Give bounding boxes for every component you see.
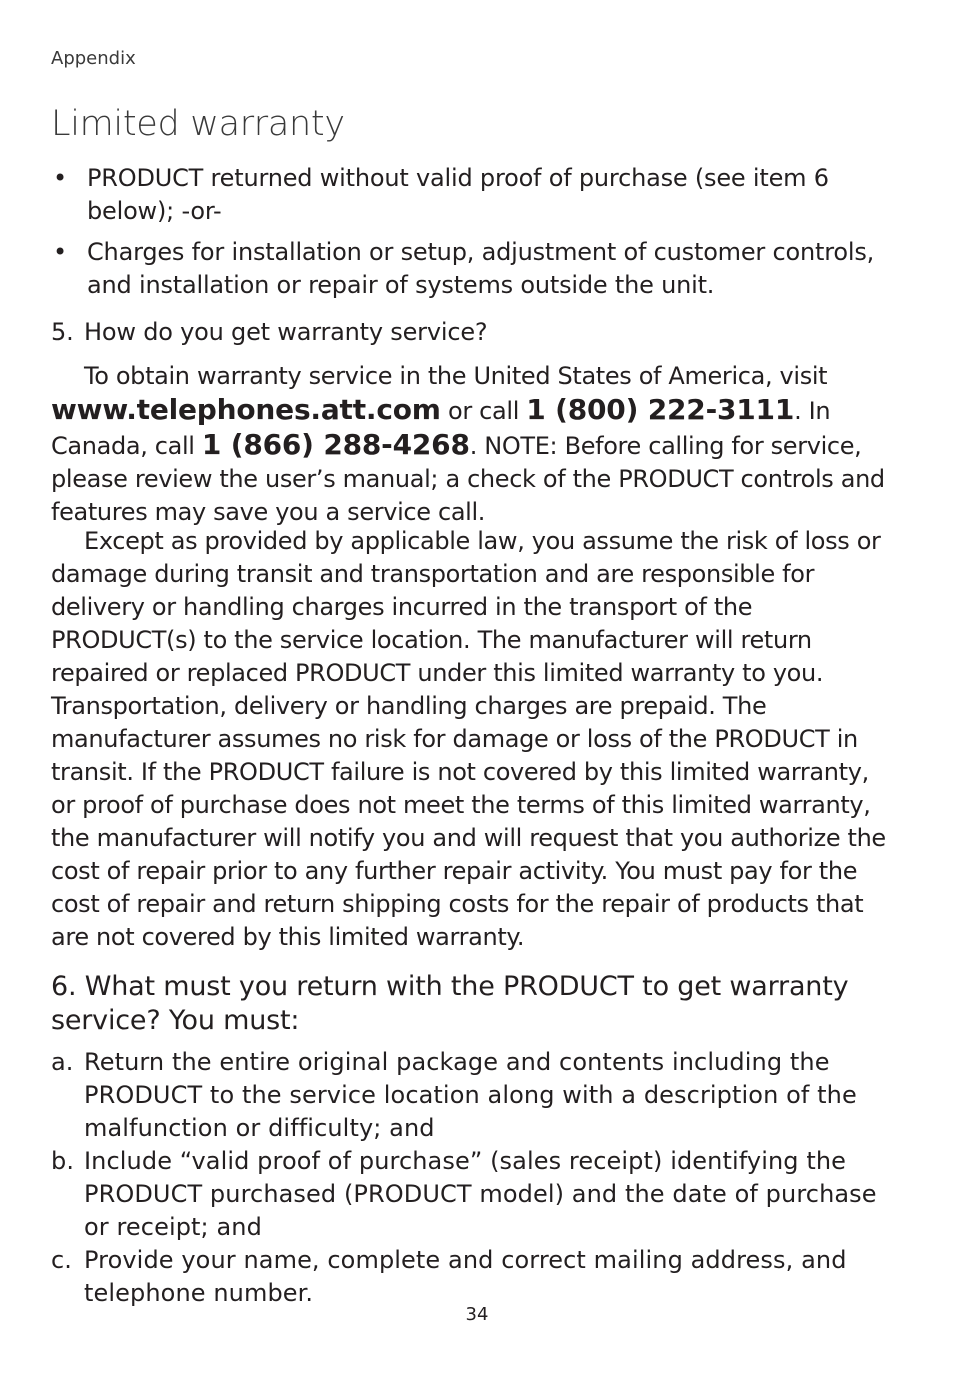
list-marker: a. <box>51 1048 74 1076</box>
question-6-heading: 6. What must you return with the PRODUCT to get warranty service? You must: <box>51 971 849 1036</box>
paragraph-text: To obtain warranty service in the United States of America, visit <box>84 362 828 390</box>
list-marker: c. <box>51 1246 73 1274</box>
paragraph-text: or call <box>440 397 527 425</box>
list-item <box>51 162 891 228</box>
section-label: Appendix <box>51 48 136 69</box>
list-marker: b. <box>51 1147 75 1175</box>
list-item-text: Provide your name, complete and correct mailing address, and telephone number. <box>84 1246 847 1307</box>
website-link[interactable]: www.telephones.att.com <box>51 393 441 426</box>
exclusion-list <box>51 162 891 310</box>
list-item-text: Charges for installation or setup, adjustment of customer controls, and installation or repair of systems outside the unit. <box>87 238 875 299</box>
paragraph-text: . In Canada, call <box>51 397 831 460</box>
page-title: Limited warranty <box>51 104 345 144</box>
canada-phone-number: 1 (866) 288-4268 <box>201 428 470 461</box>
list-item <box>51 1046 891 1145</box>
list-item <box>51 236 891 302</box>
page-number: 34 <box>465 1304 489 1325</box>
question-5-heading <box>51 316 487 349</box>
question-number: 5. <box>51 318 74 346</box>
question-text: How do you get warranty service? <box>84 318 488 346</box>
bullet-icon: • <box>53 164 67 192</box>
bullet-icon: • <box>53 238 67 266</box>
paragraph-text: . NOTE: Before calling for service, please review the user’s manual; a check of the PRODUCT controls and features may save you a service call. <box>51 432 885 526</box>
transit-risk-paragraph <box>51 525 891 954</box>
list-item-text: Include “valid proof of purchase” (sales receipt) identifying the PRODUCT purchased (PRODUCT model) and the date of purchase or receipt; and <box>84 1147 877 1241</box>
list-item <box>51 1244 891 1310</box>
requirements-list <box>51 1046 891 1310</box>
paragraph-text: Except as provided by applicable law, you assume the risk of loss or damage during transit and transportation and are responsible for delivery or handling charges incurred in the transport of the PRODUCT(s) to the service location. The manufacturer will return repaired or replaced PRODUCT under this limited warranty to you. Transportation, delivery or handling charges are prepaid. The manufacturer assumes no risk for damage or loss of the PRODUCT in transit. If the PRODUCT failure is not covered by this limited warranty, or proof of purchase does not meet the terms of this limited warranty, the manufacturer will notify you and will request that you authorize the cost of repair prior to any further repair activity. You must pay for the cost of repair and return shipping costs for the repair of products that are not covered by this limited warranty. <box>51 527 886 951</box>
list-item <box>51 1145 891 1244</box>
list-item-text: Return the entire original package and contents including the PRODUCT to the service location along with a description of the malfunction or difficulty; and <box>84 1048 857 1142</box>
service-contact-paragraph <box>51 360 891 529</box>
list-item-text: PRODUCT returned without valid proof of purchase (see item 6 below); -or- <box>87 164 829 225</box>
us-phone-number: 1 (800) 222-3111 <box>526 393 795 426</box>
